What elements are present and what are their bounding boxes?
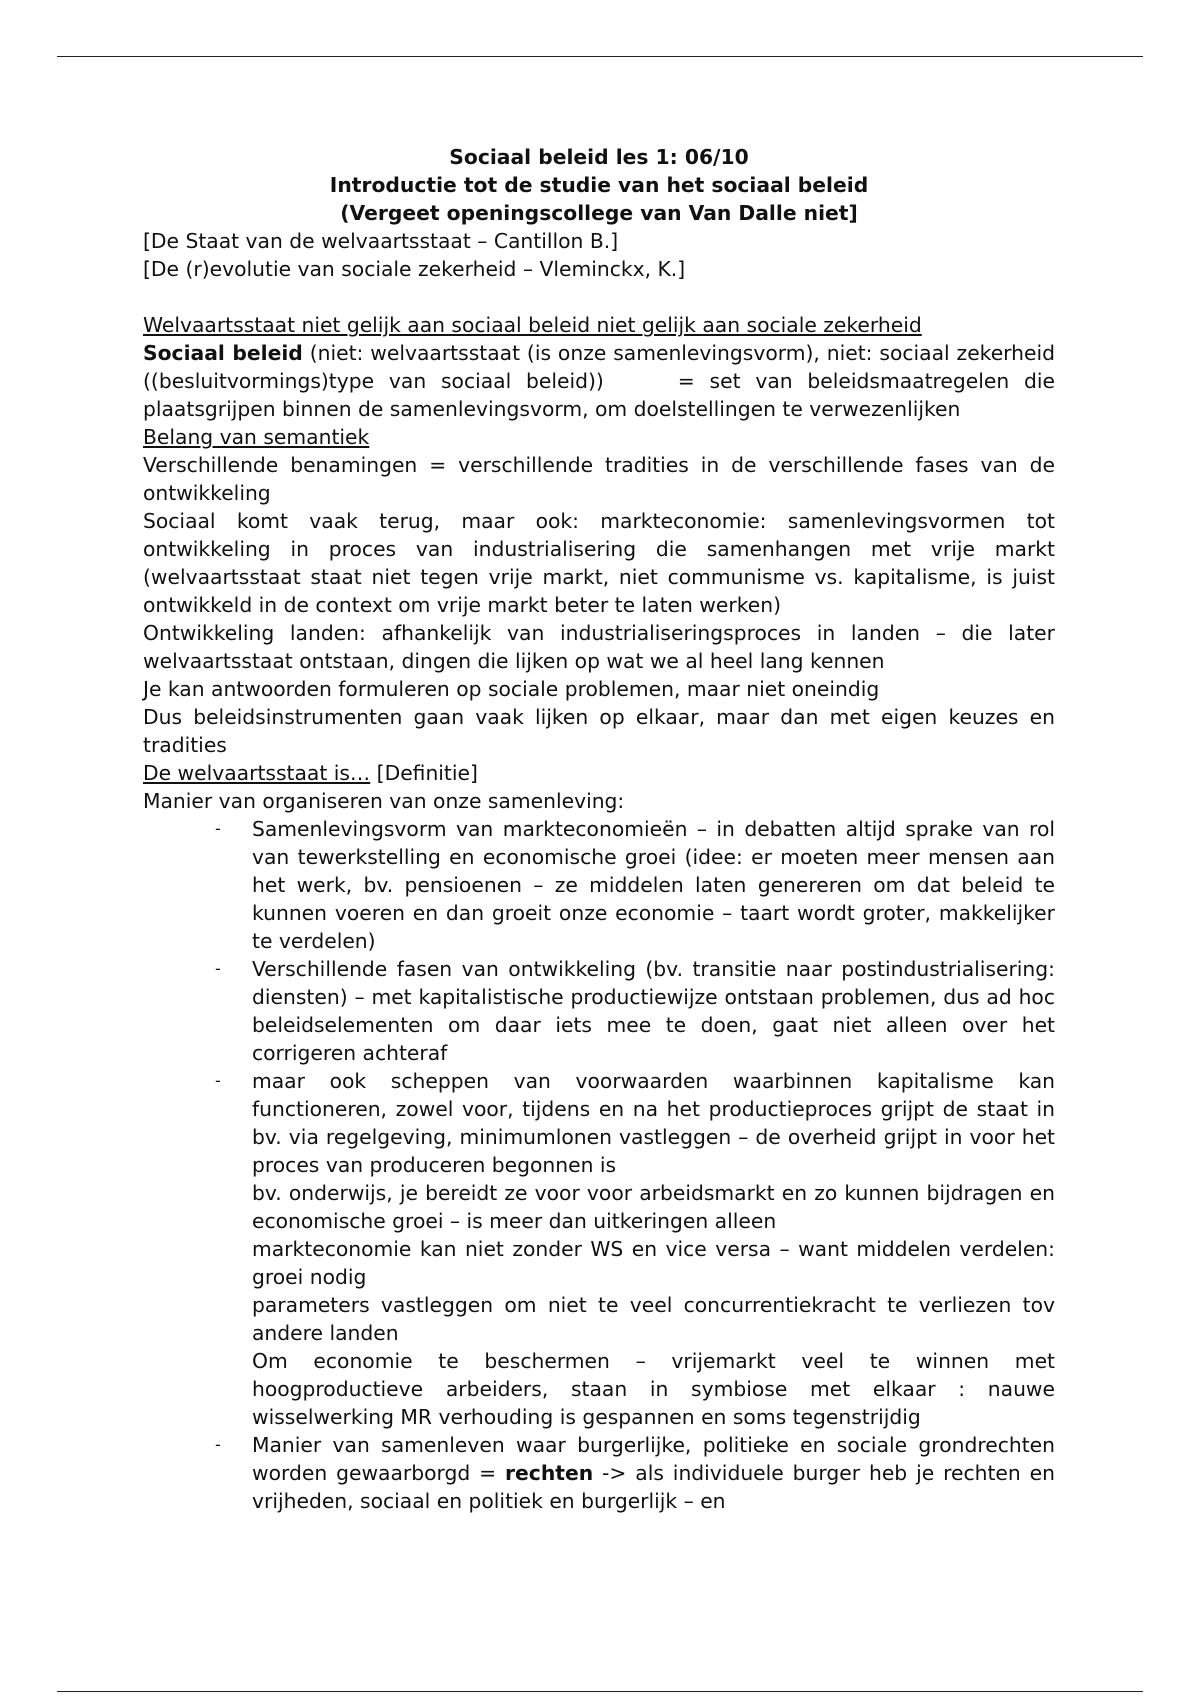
bullet-subtext: markteconomie kan niet zonder WS en vice versa – want middelen verdelen: groei nodig <box>252 1237 1055 1289</box>
section-heading-welvaartsstaat: Welvaartsstaat niet gelijk aan sociaal beleid niet gelijk aan sociale zekerheid <box>143 313 922 337</box>
term-sociaal-beleid: Sociaal beleid <box>143 341 303 365</box>
reference-vleminckx: [De (r)evolutie van sociale zekerheid – Vleminckx, K.] <box>143 257 686 281</box>
paragraph: Dus beleidsinstrumenten gaan vaak lijken op elkaar, maar dan met eigen keuzes en tradities <box>143 705 1055 757</box>
bullet-list <box>143 815 1055 1515</box>
definition-sociaal-beleid <box>143 339 1055 423</box>
document-title: Sociaal beleid les 1: 06/10 <box>449 145 749 169</box>
bullet-dash: - <box>215 819 221 838</box>
footer-rule <box>57 1691 1143 1692</box>
definition-text: (niet: welvaartsstaat (is onze samenlevingsvorm), niet: sociaal zekerheid ((besluitvormings)type van sociaal beleid)) = set van beleidsmaatregelen die plaatsgrijpen binnen de samenlevingsvorm, om doelstellingen te verwezenlijken <box>143 341 1055 421</box>
section-heading-definitie <box>143 759 1055 787</box>
paragraph: Sociaal komt vaak terug, maar ook: markteconomie: samenlevingsvormen tot ontwikkeling in proces van industrialisering die samenhangen met vrije markt (welvaartsstaat staat niet tegen vrije markt, niet communisme vs. kapitalisme, is juist ontwikkeld in de context om vrije markt beter te laten werken) <box>143 509 1055 617</box>
bullet-dash: - <box>215 959 221 978</box>
term-rechten: rechten <box>505 1461 594 1485</box>
bullet-text <box>252 1431 1055 1515</box>
paragraph: Verschillende benamingen = verschillende tradities in de verschillende fases van de ontwikkeling <box>143 453 1055 505</box>
bullet-subtext: Om economie te beschermen – vrijemarkt veel te winnen met hoogproductieve arbeiders, staan in symbiose met elkaar : nauwe wisselwerking MR verhouding is gespannen en soms tegenstrijdig <box>252 1349 1055 1429</box>
heading-definitie-label: [Definitie] <box>370 761 478 785</box>
bullet-text: Samenlevingsvorm van markteconomieën – in debatten altijd sprake van rol van tewerkstelling en economische groei (idee: er moeten meer mensen aan het werk, bv. pensioenen – ze middelen laten genereren om dat beleid te kunnen voeren en dan groeit onze economie – taart wordt groter, makkelijker te verdelen) <box>252 817 1055 953</box>
document-note: (Vergeet openingscollege van Van Dalle niet] <box>340 201 858 225</box>
header-rule <box>57 56 1143 57</box>
list-item <box>143 955 1055 1067</box>
reference-cantillon: [De Staat van de welvaartsstaat – Cantillon B.] <box>143 229 619 253</box>
heading-welvaartsstaat: De welvaartsstaat is… <box>143 761 371 785</box>
list-intro: Manier van organiseren van onze samenleving: <box>143 789 625 813</box>
blank-line <box>143 283 1055 311</box>
list-item <box>143 1431 1055 1515</box>
bullet-dash: - <box>215 1435 221 1454</box>
bullet-text-end: -> als individuele burger heb je rechten en vrijheden, sociaal en politiek en burgerlijk – en <box>252 1461 1055 1513</box>
bullet-text-start: Manier van samenleven waar burgerlijke, politieke en sociale grondrechten worden gewaarborgd = <box>252 1433 1055 1485</box>
bullet-text: maar ook scheppen van voorwaarden waarbinnen kapitalisme kan functioneren, zowel voor, tijdens en na het productieproces grijpt de staat in bv. via regelgeving, minimumlonen vastleggen – de overheid grijpt in voor het proces van produceren begonnen is <box>252 1069 1055 1177</box>
bullet-dash: - <box>215 1071 221 1090</box>
document-body <box>143 143 1055 1515</box>
section-heading-semantiek: Belang van semantiek <box>143 425 370 449</box>
paragraph: Je kan antwoorden formuleren op sociale problemen, maar niet oneindig <box>143 677 880 701</box>
bullet-subtext: parameters vastleggen om niet te veel concurrentiekracht te verliezen tov andere landen <box>252 1293 1055 1345</box>
paragraph: Ontwikkeling landen: afhankelijk van industrialiseringsproces in landen – die later welvaartsstaat ontstaan, dingen die lijken op wat we al heel lang kennen <box>143 621 1055 673</box>
document-subtitle: Introductie tot de studie van het sociaal beleid <box>329 173 869 197</box>
list-item <box>143 1067 1055 1431</box>
list-item <box>143 815 1055 955</box>
bullet-subtext: bv. onderwijs, je bereidt ze voor voor arbeidsmarkt en zo kunnen bijdragen en economische groei – is meer dan uitkeringen alleen <box>252 1181 1055 1233</box>
bullet-text: Verschillende fasen van ontwikkeling (bv. transitie naar postindustrialisering: diensten) – met kapitalistische productiewijze ontstaan problemen, dus ad hoc beleidselementen om daar iets mee te doen, gaat niet alleen over het corrigeren achteraf <box>252 957 1055 1065</box>
